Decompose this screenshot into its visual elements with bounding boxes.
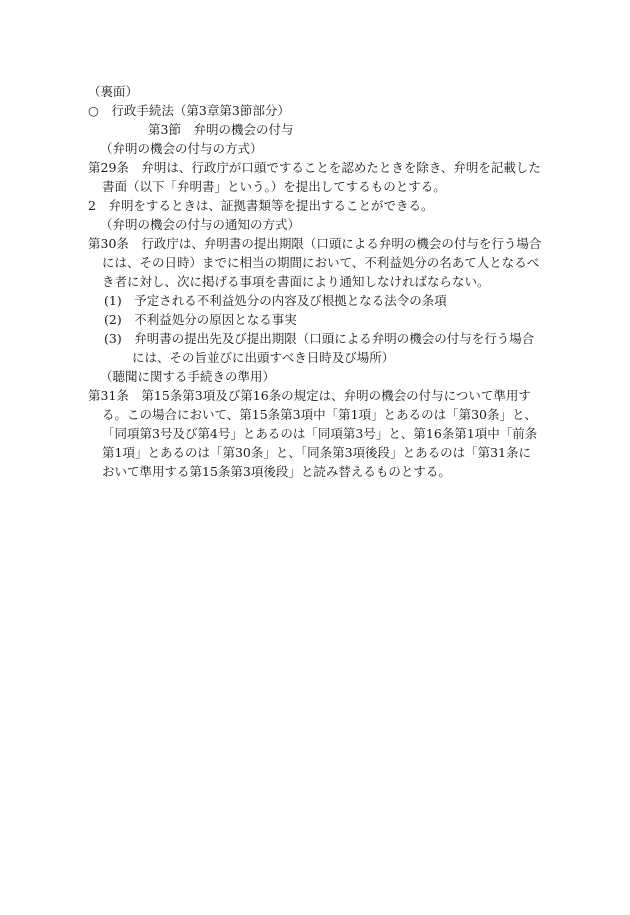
article-30-item-2: (2) 不利益処分の原因となる事実 [104,312,297,327]
article-31-body: 第31条 第15条第3項及び第16条の規定は、弁明の機会の付与について準用する。この場合において、第15条第3項中「第1項」とあるのは「第30条」と、「同項第3号及び第4号」とあるのは「同項第3号」と、第16条第1項中「前条第1項」とあるのは「第30条」と、「同条第3項後段」とあるのは「第31条において準用する第15条第3項後段」と読み替えるものとする。 [88,388,538,479]
back-label: （裏面） [88,84,139,99]
article-caption: （弁明の機会の付与の通知の方式） [100,217,301,232]
document-body [88,82,543,481]
article-30-body: 第30条 行政庁は、弁明書の提出期限（口頭による弁明の機会の付与を行う場合には、その日時）までに相当の期間において、不利益処分の名あて人となるべき者に対し、次に掲げる事項を書面により通知しなければならない。 [88,236,542,289]
article-29-paragraph-1: 第29条 弁明は、行政庁が口頭ですることを認めたときを除き、弁明を記載した書面（以下「弁明書」という。）を提出してするものとする。 [88,160,541,194]
article-29-paragraph-2: 2 弁明をするときは、証拠書類等を提出することができる。 [88,198,434,213]
law-title: ○ 行政手続法（第3章第3節部分） [88,103,290,118]
article-30-item-3: (3) 弁明書の提出先及び提出期限（口頭による弁明の機会の付与を行う場合には、その旨並びに出頭すべき日時及び場所） [104,331,535,365]
article-caption: （聴聞に関する手続きの準用） [100,369,276,384]
article-30-item-1: (1) 予定される不利益処分の内容及び根拠となる法令の条項 [104,293,447,308]
section-title: 第3節 弁明の機会の付与 [148,122,294,137]
article-caption: （弁明の機会の付与の方式） [100,141,263,156]
